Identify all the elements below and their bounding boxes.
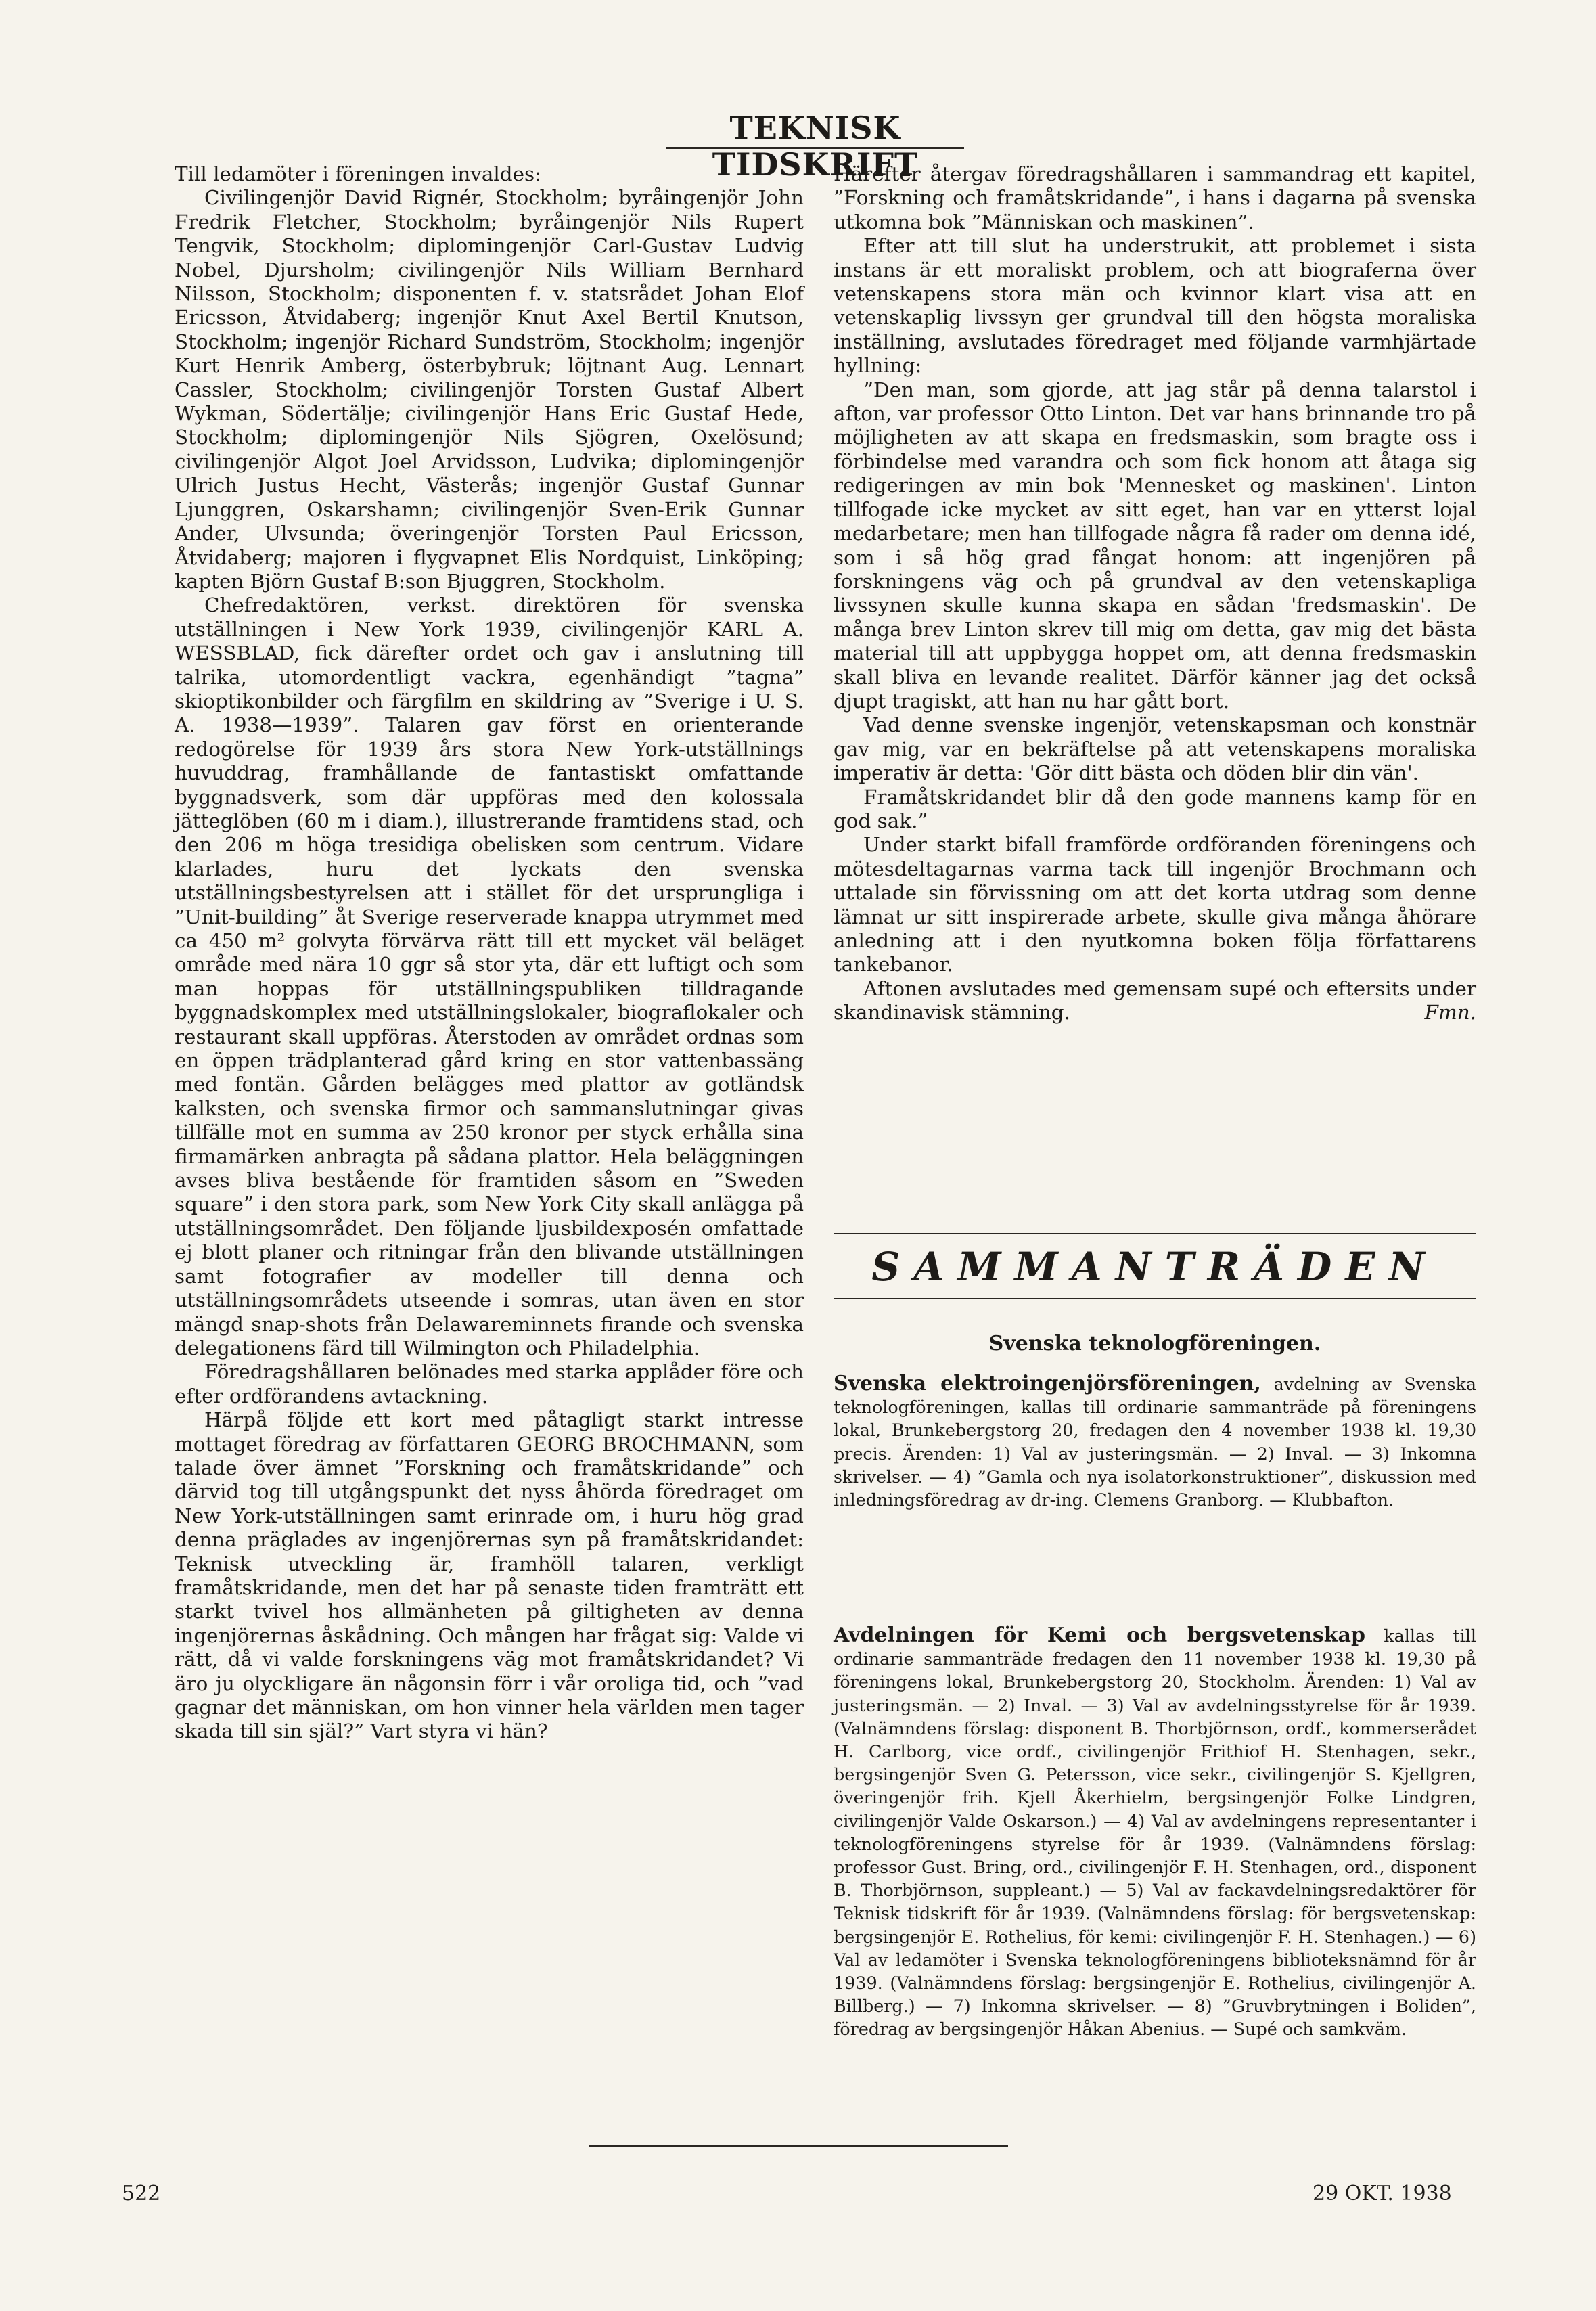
paragraph: Härefter återgav föredragshållaren i sammandrag ett kapitel, ”Forskning och framåtskridande”, i hans i dagarna på svenska utkomna bok ”Människan och maskinen”. xyxy=(834,162,1476,233)
notice-body: avdelning av Svenska teknologföreningen, kallas till ordinarie sammanträde på föreningens lokal, Brunkebergstorg 20, fredagen den 4 november 1938 kl. 19,30 precis. Ärenden: 1) Val av justeringsmän. — 2) Inval. — 3) Inkomna skrivelser. — 4) ”Gamla och nya isolatorkonstruktioner”, diskussion med inledningsföredrag av dr-ing. Clemens Granborg. — Klubbafton. xyxy=(834,1374,1477,1510)
section-rule-bottom xyxy=(834,1298,1476,1299)
section-rule-top xyxy=(834,1233,1476,1234)
paragraph-text: Aftonen avslutades med gemensam supé och eftersits under skandinavisk stämning. xyxy=(834,977,1476,1025)
paragraph: Härpå följde ett kort med påtagligt starkt intresse mottaget föredrag av författaren GEORG BROCHMANN, som talade över ämnet ”Forskning och framåtskridande” och därvid tog till utgångspunkt det nyss åhörda föredraget om New York-utställningen samt erinrade om, i huru hög grad denna präglades av ingenjörernas syn på framåtskridandet: Teknisk utveckling är, framhöll talaren, verkligt framåtskridande, men det har på senaste tiden framträtt ett starkt tvivel hos allmänheten på giltigheten av denna ingenjörernas åskådning. Och mången har frågat sig: Valde vi rätt, då vi valde forskningens väg mot framåtskridandet? Vi äro ju olyckligare än någonsin förr i vår oroliga tid, och ”vad gagnar det människan, om hon vinner hela världen men tager skada till sin själ?” Vart styra vi hän? xyxy=(175,1408,804,1743)
section-subheading: Svenska teknologföreningen. xyxy=(988,1332,1321,1355)
header-rule xyxy=(666,147,964,149)
paragraph: Föredragshållaren belönades med starka applåder före och efter ordförandens avtackning. xyxy=(175,1360,804,1408)
paragraph: Chefredaktören, verkst. direktören för svenska utställningen i New York 1939, civilingenjör KARL A. WESSBLAD, fick därefter ordet och gav i anslutning till talrika, utomordentligt vackra, egenhändigt ”tagna” skioptikonbilder och färgfilm en skildring av ”Sverige i U. S. A. 1938—1939”. Talaren gav först en orienterande redogörelse för 1939 års stora New York-utställnings huvuddrag, framhållande de fantastiskt omfattande byggnadsverk, som där uppföras med den kolossala jätteglöben (60 m i diam.), illustrerande framtidens stad, och den 206 m höga tresidiga obelisken som centrum. Vidare klarlades, huru det lyckats den svenska utställningsbestyrelsen att i stället för det ursprungliga i ”Unit-building” åt Sverige reserverade knappa utrymmet med ca 450 m² golvyta förvärva rätt till ett mycket väl beläget område med nära 10 ggr så stor yta, där ett luftigt och som man hoppas för utställningspubliken tilldragande byggnadskomplex med utställningslokaler, biograflokaler och restaurant skall uppföras. Återstoden av området ordnas som en öppen trädplanterad gård kring en stor vattenbassäng med fontän. Gården belägges med plattor av gotländsk kalksten, och svenska firmor och sammanslutningar givas tillfälle mot en summa av 250 kronor per styck erhålla sina firmamärken anbragta på sådana plattor. Hela beläggningen avses bliva bestående för framtiden såsom en ”Sweden square” i den stora park, som New York City skall anlägga på utställningsområdet. Den följande ljusbildexposén omfattade ej blott planer och ritningar från den blivande utställningen samt fotografier av modeller till denna och utställningsområdets utseende i somras, utan även en stor mängd snap-shots från Delawareminnets firande och svenska delegationens färd till Wilmington och Philadelphia. xyxy=(175,593,804,1360)
section-title: SAMMANTRÄDEN xyxy=(871,1244,1438,1290)
paragraph: Under starkt bifall framförde ordföranden föreningens och mötesdeltagarnas varma tack till ingenjör Brochmann och uttalade sin förvissning om att det korta utdrag som denne lämnat ur sitt inspirerade arbete, skulle giva många åhörare anledning att i den nyutkomna boken följa författarens tankebanor. xyxy=(834,833,1476,977)
left-column xyxy=(175,162,804,1744)
paragraph: Framåtskridandet blir då den gode mannens kamp för en god sak.” xyxy=(834,785,1476,832)
page-number: 522 xyxy=(122,2182,161,2205)
issue-date: 29 OKT. 1938 xyxy=(1313,2182,1452,2205)
paragraph: Civilingenjör David Rignér, Stockholm; byråingenjör John Fredrik Fletcher, Stockholm; byråingenjör Nils Rupert Tengvik, Stockholm; diplomingenjör Carl-Gustav Ludvig Nobel, Djursholm; civilingenjör Nils William Bernhard Nilsson, Stockholm; disponenten f. v. statsrådet Johan Elof Ericsson, Åtvidaberg; ingenjör Knut Axel Bertil Knutson, Stockholm; ingenjör Richard Sundström, Stockholm; ingenjör Kurt Henrik Amberg, österbybruk; löjtnant Aug. Lennart Cassler, Stockholm; civilingenjör Torsten Gustaf Albert Wykman, Södertälje; civilingenjör Hans Eric Gustaf Hede, Stockholm; diplomingenjör Nils Sjögren, Oxelösund; civilingenjör Algot Joel Arvidsson, Ludvika; diplomingenjör Ulrich Justus Hecht, Västerås; ingenjör Gustaf Gunnar Ljunggren, Oskarshamn; civilingenjör Sven-Erik Gunnar Ander, Ulvsunda; överingenjör Torsten Paul Ericsson, Åtvidaberg; majoren i flygvapnet Elis Nordquist, Linköping; kapten Björn Gustaf B:son Bjuggren, Stockholm. xyxy=(175,186,804,593)
notice-body: kallas till ordinarie sammanträde fredagen den 11 november 1938 kl. 19,30 på föreningens lokal, Brunkebergstorg 20, Stockholm. Ärenden: 1) Val av justeringsmän. — 2) Inval. — 3) Val av avdelningsstyrelse för år 1939. (Valnämndens förslag: disponent B. Thorbjörnson, ordf., kommerserådet H. Carlborg, vice ordf., civilingenjör Frithiof H. Stenhagen, sekr., bergsingenjör Sven G. Petersson, vice sekr., civilingenjör S. Kjellgren, överingenjör frih. Kjell Åkerhielm, bergsingenjör Folke Lindgren, civilingenjör Valde Oskarson.) — 4) Val av avdelningens representanter i teknologföreningens styrelse för år 1939. (Valnämndens förslag: professor Gust. Bring, ord., civilingenjör F. H. Stenhagen, ord., disponent B. Thorbjörnson, suppleant.) — 5) Val av fackavdelningsredaktörer för Teknisk tidskrift för år 1939. (Valnämndens förslag: för bergsvetenskap: bergsingenjör E. Rothelius, för kemi: civilingenjör F. H. Stenhagen.) — 6) Val av ledamöter i Svenska teknologföreningens biblioteksnämnd för år 1939. (Valnämndens förslag: bergsingenjör E. Rothelius, civilingenjör A. Billberg.) — 7) Inkomna skrivelser. — 8) ”Gruvbrytningen i Boliden”, föredrag av bergsingenjör Håkan Abenius. — Supé och samkväm. xyxy=(834,1625,1476,2040)
signature: Fmn. xyxy=(1424,1001,1476,1025)
meeting-notice-electro xyxy=(834,1372,1476,1511)
closing-paragraph xyxy=(834,977,1476,1025)
journal-title: TEKNISK TIDSKRIFT xyxy=(712,110,919,183)
notice-heading: Avdelningen för Kemi och bergsvetenskap xyxy=(834,1623,1365,1647)
end-rule xyxy=(589,2145,1008,2147)
notice-heading: Svenska elektroingenjörsföreningen, xyxy=(834,1372,1261,1395)
paragraph: Vad denne svenske ingenjör, vetenskapsman och konstnär gav mig, var en bekräftelse på att vetenskapens moraliska imperativ är detta: 'Gör ditt bästa och döden blir din vän'. xyxy=(834,713,1476,785)
paragraph: Efter att till slut ha understrukit, att problemet i sista instans är ett moraliskt problem, och att biograferna över vetenskapens stora män och kvinnor klart visa att en vetenskaplig livssyn ger grundval till den högsta moraliska inställning, avslutades föredraget med följande varmhjärtade hyllning: xyxy=(834,234,1476,378)
paragraph: ”Den man, som gjorde, att jag står på denna talarstol i afton, var professor Otto Linton. Det var hans brinnande tro på möjligheten av att skapa en fredsmaskin, som bragte oss i förbindelse med varandra och som fick honom att åtaga sig redigeringen av min bok 'Mennesket og maskinen'. Linton tillfogade icke mycket av sitt eget, han var en ytterst lojal medarbetare; men han tillfogade några få rader om denna idé, som i så hög grad fångat honom: att ingenjören på forskningens väg och på grundval av den vetenskapliga livssynen skulle kunna skapa en sådan 'fredsmaskin'. De många brev Linton skrev till mig om detta, gav mig det bästa material till att uppbygga hoppet om, att denna fredsmaskin skall bliva en levande realitet. Därför känner jag det också djupt tragiskt, att han nu har gått bort. xyxy=(834,378,1476,713)
paragraph: Till ledamöter i föreningen invaldes: xyxy=(175,162,541,185)
meeting-notice-chemistry xyxy=(834,1624,1476,2041)
right-column xyxy=(834,162,1476,1025)
